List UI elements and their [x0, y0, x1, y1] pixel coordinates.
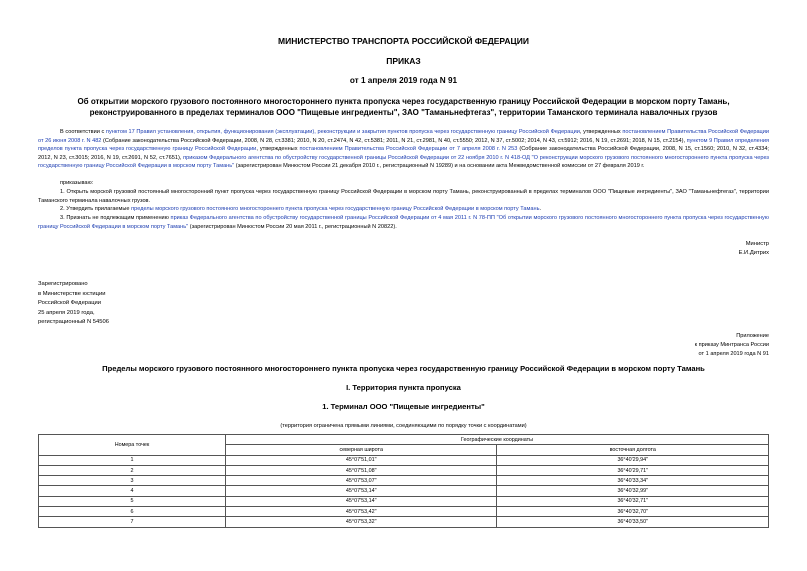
table-row [39, 455, 769, 465]
appendix-line: Приложение [736, 333, 769, 339]
point-number: 3 [39, 476, 226, 486]
doc-date-number: от 1 апреля 2019 года N 91 [349, 76, 458, 85]
registration-block [38, 280, 109, 328]
table-note: (территория ограничена прямыми линиями, соединяющими по порядку точки с координатами) [280, 423, 527, 429]
latitude-cell: 45°07'53,32" [225, 517, 497, 527]
link-resolution-253[interactable]: постановлением Правительства Российской Федерации от 7 апреля 2008 г. N 253 [299, 146, 518, 153]
coordinates-table [38, 434, 769, 528]
latitude-cell: 45°07'53,42" [225, 507, 497, 517]
longitude-cell: 36°40'32,99" [497, 486, 769, 496]
item-2-text-2: . [539, 206, 542, 212]
latitude-cell: 45°07'53,14" [225, 486, 497, 496]
table-row [39, 476, 769, 486]
registration-line: Российской Федерации [38, 300, 102, 307]
registration-line: Зарегистрировано [38, 281, 88, 287]
link-limits[interactable]: пределы морского грузового постоянного многостороннего пункта пропуска через государственную границу Российской Федерации в морском порту Тамань [131, 206, 540, 212]
terminal-title: 1. Терминал ООО "Пищевые ингредиенты" [322, 402, 485, 411]
item-3 [38, 214, 769, 231]
order-word [38, 179, 769, 188]
point-number: 4 [39, 486, 226, 496]
preamble-text-3: (Собрание законодательства Российской Федерации, 2008, N 28, ст.3381; 2010, N 20, ст.2474, N 42, ст.5381; 2011, N 21, ст.2981, N 40, ст.5550; 2012, N 37, ст.5002; 2014, N 43, ст.5912; 2016, N 19, ст.2691; 2018, N 15, ст.2154), [101, 137, 687, 144]
header-geo: Географические координаты [225, 435, 768, 445]
registration-line: регистрационный N 54506 [38, 319, 109, 326]
longitude-cell: 36°40'33,50" [497, 517, 769, 527]
signature-name: Е.И.Дитрих [738, 250, 769, 256]
preamble-text-5: (Собрание законодательства Российской Федерации, 2008, N 15, ст.1560; 2010, N 32, ст.4334; 2012, N 23, ст.3015; 2016, N 19, ст.2691, N 52, ст.7651), [38, 146, 769, 161]
point-number: 6 [39, 507, 226, 517]
link-order-78[interactable]: приказ Федерального агентства по обустройству государственной границы Российской Федерации от 4 мая 2011 г. N 78-ПП "Об открытии морского грузового постоянного многостороннего пункта пропуска через государственную границу Российской Федерации в морском порту Тамань" [38, 215, 769, 230]
registration-line: в Министерстве юстиции [38, 290, 106, 297]
latitude-cell: 45°07'51,01" [225, 455, 497, 465]
longitude-cell: 36°40'29,94" [497, 455, 769, 465]
link-rules-p9[interactable]: пунктом 9 Правил определения пределов пункта пропуска через государственную границу Российской Федерации [38, 137, 769, 153]
doc-type-heading: ПРИКАЗ [386, 56, 421, 66]
signature-position: Министр [745, 241, 769, 247]
point-number: 5 [39, 496, 226, 506]
item-1-text: 1. Открыть морской грузовой постоянный многосторонний пункт пропуска через государственную границу Российской Федерации в морском порту Тамань, реконструированный в пределах терминалов ООО "Пищевые ингредиенты", ЗАО "Таманьнефтегаз", территории Таманского терминала навалочных грузов. [38, 189, 769, 204]
ministry-heading: МИНИСТЕРСТВО ТРАНСПОРТА РОССИЙСКОЙ ФЕДЕРАЦИИ [278, 36, 529, 46]
appendix-block [695, 332, 769, 360]
preamble-text-6: (зарегистрирован Минюстом России 21 декабря 2010 г., регистрационный N 19289) и на основании акта Межведомственной комиссии от 27 февраля 2019 г. [234, 163, 645, 170]
preamble-text-1: В соответствии с [60, 129, 106, 135]
longitude-cell: 36°40'32,70" [497, 507, 769, 517]
item-2 [38, 205, 769, 214]
item-3-text-1: 3. Признать не подлежащим применению [60, 215, 171, 221]
table-row [39, 465, 769, 475]
section-title: Пределы морского грузового постоянного многостороннего пункта пропуска через государственную границу Российской Федерации в морском порту Тамань [102, 364, 705, 373]
latitude-cell: 45°07'53,14" [225, 496, 497, 506]
link-resolution-482[interactable]: постановлением Правительства Российской Федерации от 26 июня 2008 г. N 482 [38, 129, 770, 144]
table-row [39, 517, 769, 527]
longitude-cell: 36°40'32,71" [497, 496, 769, 506]
part-title: I. Территория пункта пропуска [346, 383, 461, 392]
header-points: Номера точек [39, 435, 226, 456]
appendix-line: от 1 апреля 2019 года N 91 [698, 351, 769, 358]
preamble-paragraph [38, 128, 769, 171]
table-row [39, 496, 769, 506]
point-number: 7 [39, 517, 226, 527]
header-lat: северная широта [225, 445, 497, 455]
longitude-cell: 36°40'29,71" [497, 465, 769, 475]
link-order-418[interactable]: приказом Федерального агентства по обустройству государственной границы Российской Федерации от 22 ноября 2010 г. N 418-ОД "О реконструкции морского грузового постоянного многостороннего пункта пропуска через государственную границу Российской Федерации в морском порту Тамань" [38, 154, 769, 170]
table-row [39, 486, 769, 496]
preamble-text-2: , утвержденных [579, 129, 623, 135]
doc-title: Об открытии морского грузового постоянного многостороннего пункта пропуска через государственную границу Российской Федерации в морском порту Тамань, реконструированного в пределах терминалов ООО "Пищевые ингредиенты", ЗАО "Таманьнефтегаз", территории Таманского терминала навалочных грузов [77, 97, 730, 117]
link-rules-p17[interactable]: пунктом 17 Правил установления, открытия, функционирования (эксплуатации), реконструкции и закрытия пунктов пропуска через государственную границу Российской Федерации [105, 129, 580, 135]
latitude-cell: 45°07'53,07" [225, 476, 497, 486]
signature-block [739, 240, 769, 258]
point-number: 1 [39, 455, 226, 465]
item-2-text-1: 2. Утвердить прилагаемые [60, 206, 132, 212]
header-lon: восточная долгота [497, 445, 769, 455]
longitude-cell: 36°40'33,34" [497, 476, 769, 486]
registration-line: 25 апреля 2019 года, [38, 309, 95, 316]
preamble-text-4: , утвержденных [256, 146, 300, 153]
table-row [39, 507, 769, 517]
order-word-text: приказываю: [60, 180, 94, 186]
appendix-line: к приказу Минтранса России [694, 342, 769, 349]
item-3-text-2: (зарегистрирован Минюстом России 20 мая 2011 г., регистрационный N 20822). [188, 223, 397, 230]
point-number: 2 [39, 465, 226, 475]
latitude-cell: 45°07'51,08" [225, 465, 497, 475]
item-1 [38, 188, 769, 205]
